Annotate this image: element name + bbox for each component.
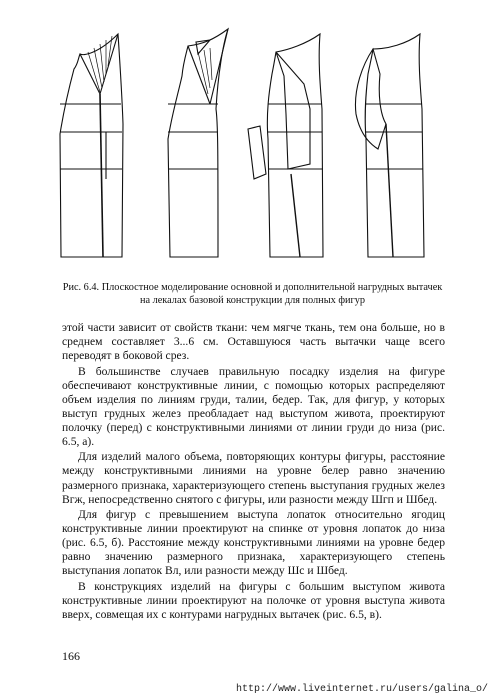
pattern-piece-3 <box>248 34 323 257</box>
pattern-figure <box>48 14 448 276</box>
watermark-url: http://www.liveinternet.ru/users/galina_o/ <box>235 684 488 695</box>
paragraph: В конструкциях изделий на фигуры с большим выступом живота конструктивные линии проектируют на полочке от уровня выступа живота вверх, совмещая их с контурами нагрудных вытачек (рис. 6.5, в). <box>62 579 445 621</box>
paragraph: В большинстве случаев правильную посадку изделия на фигуре обеспечивают конструктивные линии, с помощью которых распределяют объем изделия по линиям груди, талии, бедер. Так, для фигур, у которых выступ грудных желез преобладает над выступом живота, проектируют полочку (перед) с конструктивными линиями от линии груди до низа (рис. 6.5, а). <box>62 364 445 448</box>
figure-caption: Рис. 6.4. Плоскостное моделирование основной и дополнительной нагрудных вытачек на лекалах базовой конструкции для полных фигур <box>62 282 443 306</box>
page-number: 166 <box>62 649 80 663</box>
pattern-piece-4 <box>355 34 424 257</box>
paragraph: Для фигур с превышением выступа лопаток относительно ягодиц конструктивные линии проектируют на спинке от уровня лопаток до низа (рис. 6.5, б). Расстояние между конструктивными линиями на уровне бедер равно значению размерного признака, характеризующего степень выступания лопаток Вл, или разности между Шс и Шбед. <box>62 508 445 578</box>
pattern-piece-1 <box>60 34 123 257</box>
body-text <box>62 321 445 623</box>
paragraph: Для изделий малого объема, повторяющих контуры фигуры, расстояние между конструктивными линиями на уровне белер равно значению размерного признака, характеризующего степень выступания грудных желез Вгж, непосредственно снятого с фигуры, или разности между Шгп и Шбед. <box>62 450 445 506</box>
paragraph: этой части зависит от свойств ткани: чем мягче ткань, тем она больше, но в среднем составляет 3...6 см. Оставшуюся часть вытачки чаще всего переводят в боковой срез. <box>62 321 445 363</box>
pattern-drawings <box>48 14 448 276</box>
pattern-piece-2 <box>168 29 228 257</box>
